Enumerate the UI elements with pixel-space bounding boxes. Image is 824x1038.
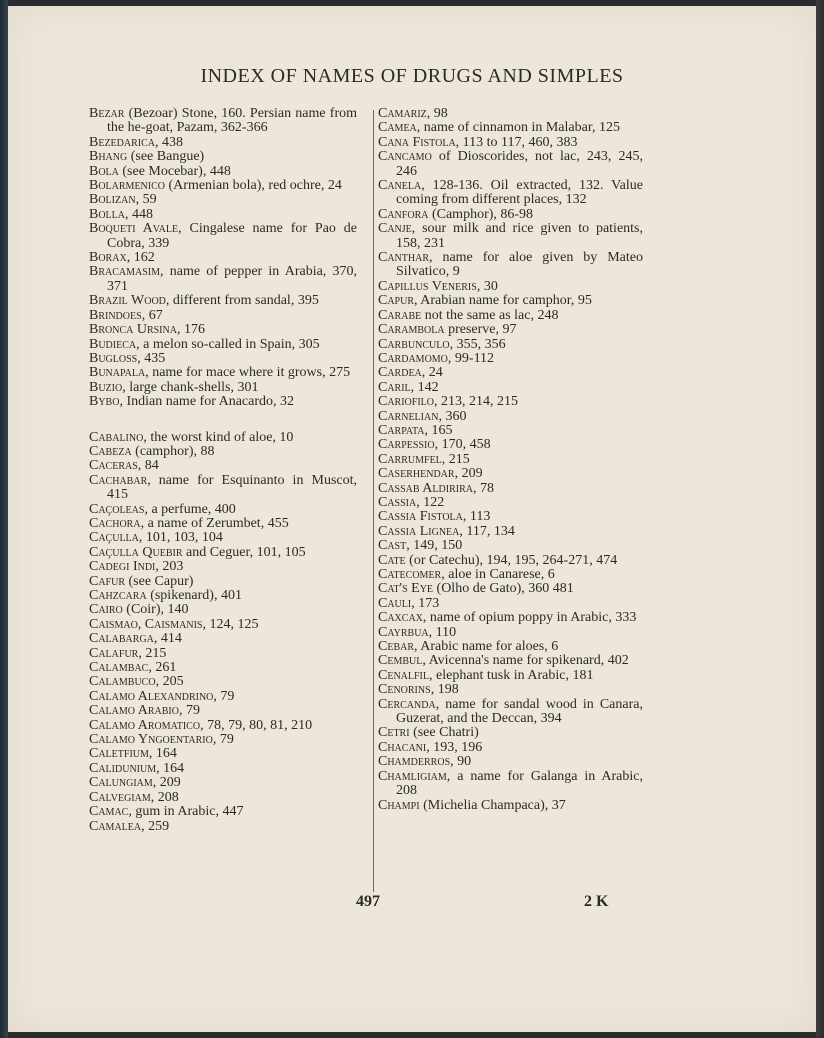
book-cover-edge (816, 0, 824, 1038)
index-entry-headword: Capur (378, 293, 415, 309)
index-entry (378, 424, 643, 438)
index-entry (89, 208, 357, 222)
index-entry-text: , Arabian name for camphor, 95 (414, 293, 592, 309)
index-entry-headword: Bezedarica (89, 134, 155, 150)
index-entry-headword: Caceras (89, 458, 138, 474)
index-entry-headword: Chamderros (378, 754, 451, 770)
index-entry (89, 690, 357, 704)
index-entry-text: , 113 to 117, 460, 383 (455, 134, 578, 150)
index-entry-headword: Cayrbua (378, 624, 429, 640)
index-entry-text: , Arabic name for aloes, 6 (414, 639, 559, 655)
index-entry (378, 597, 643, 611)
index-entry-headword: Carbunculo (378, 336, 450, 352)
index-entry-text: , 79 (213, 688, 235, 704)
index-entry (378, 338, 643, 352)
index-entry-headword: Cat's Eye (378, 581, 434, 597)
index-entry-headword: Cassia Lignea (378, 523, 460, 539)
index-entry (89, 589, 357, 603)
index-entry-text: (see Bangue) (127, 149, 205, 165)
index-entry-headword: Cafur (89, 573, 126, 589)
book-binding-edge (0, 0, 8, 1038)
signature-mark: 2 K (584, 893, 609, 910)
index-entry (378, 179, 643, 208)
index-entry (89, 560, 357, 574)
index-entry-text: , 209 (454, 466, 483, 482)
index-entry-text: (Olho de Gato), 360 481 (433, 581, 574, 597)
index-entry-text: , 78, 79, 80, 81, 210 (200, 717, 313, 733)
index-entry-text: , 209 (152, 775, 181, 791)
index-entry-headword: Canela (378, 178, 422, 194)
index-entry-text: (Camphor), 86-98 (428, 206, 534, 222)
index-entry (378, 467, 643, 481)
index-entry-headword: Cariofilo (378, 394, 435, 410)
index-entry (378, 251, 643, 280)
index-entry-headword: Brindoes (89, 307, 142, 323)
index-entry (378, 654, 643, 668)
index-entry-headword: Bronca Ursina (89, 322, 177, 338)
index-column-right (378, 107, 643, 813)
book-page (8, 6, 816, 1032)
index-entry-text: (camphor), 88 (131, 443, 215, 459)
index-entry-text: , 215 (138, 645, 167, 661)
index-entry (89, 294, 357, 308)
index-entry-text: , 208 (150, 789, 179, 805)
index-column-left (89, 107, 357, 834)
index-entry (89, 675, 357, 689)
index-entry-headword: Cabalino (89, 429, 144, 445)
index-entry (378, 280, 643, 294)
index-entry (378, 755, 643, 769)
index-entry (89, 776, 357, 790)
index-entry-headword: Bolarmenico (89, 178, 166, 194)
index-entry-text: , 170, 458 (434, 437, 491, 453)
index-entry (378, 640, 643, 654)
index-entry (378, 121, 643, 135)
index-entry (89, 459, 357, 473)
index-entry (378, 554, 643, 568)
index-entry-text: not the same as lac, 248 (421, 307, 559, 323)
index-entry-text: (Armenian bola), red ochre, 24 (165, 178, 342, 194)
index-entry-text: , 355, 356 (449, 336, 506, 352)
index-entry-text: , 149, 150 (406, 538, 463, 554)
index-entry-headword: Caxcax (378, 610, 423, 626)
index-entry-headword: Cadegi Indi (89, 559, 156, 575)
index-entry-text: (spikenard), 401 (146, 588, 242, 603)
index-entry (89, 381, 357, 395)
index-entry-headword: Canfora (378, 206, 429, 222)
index-entry (378, 381, 643, 395)
index-entry-headword: Cenalfil (378, 667, 429, 683)
index-entry (89, 632, 357, 646)
index-entry (378, 222, 643, 251)
index-entry-headword: Bybo (89, 394, 120, 410)
index-entry-text: , 213, 214, 215 (434, 394, 519, 410)
index-entry-headword: Budieca (89, 336, 137, 352)
index-entry (89, 323, 357, 337)
index-entry (378, 726, 643, 740)
index-entry-text: , a melon so-called in Spain, 305 (136, 336, 320, 352)
index-entry-text: , a perfume, 400 (144, 501, 236, 517)
index-entry-headword: Capillus Veneris (378, 278, 477, 294)
index-entry-text: , the worst kind of aloe, 10 (143, 429, 294, 445)
index-entry (378, 395, 643, 409)
index-entry-headword: Camea (378, 120, 417, 136)
index-entry (89, 704, 357, 718)
index-entry-headword: Brazil Wood (89, 293, 166, 309)
index-entry-headword: Calabarga (89, 631, 154, 647)
index-entry (89, 805, 357, 819)
index-entry-headword: Catecomer (378, 567, 442, 582)
index-entry-headword: Cardamomo (378, 350, 448, 366)
index-entry (89, 107, 357, 136)
index-entry-headword: Cassia Fistola (378, 509, 463, 525)
index-entry-text: , 438 (155, 134, 183, 150)
index-entry (378, 309, 643, 323)
index-entry-text: (see Chatri) (409, 725, 479, 741)
index-entry-text: , 173 (411, 595, 440, 611)
index-entry (378, 352, 643, 366)
index-entry-headword: Calamo Aromatico (89, 717, 201, 733)
index-entry-text: , name for Esquinanto in Muscot, 415 (107, 472, 357, 503)
index-entry-text: , 79 (178, 703, 200, 719)
index-entry (89, 309, 357, 323)
index-entry-text: , 98 (426, 106, 448, 121)
index-entry-text: , 78 (472, 480, 494, 496)
index-entry (89, 395, 357, 409)
index-entry-text: , 164 (156, 760, 185, 776)
index-entry-headword: Cetri (378, 725, 410, 741)
index-entry-text: , name of pepper in Arabia, 370, 371 (107, 264, 357, 294)
index-entry-text: (or Catechu), 194, 195, 264-271, 474 (405, 552, 618, 568)
index-entry (378, 741, 643, 755)
index-entry-headword: Caçulla Quebir (89, 544, 183, 560)
index-entry (378, 294, 643, 308)
index-entry-text: , 99-112 (447, 350, 495, 366)
index-entry-text: , elephant tusk in Arabic, 181 (429, 667, 594, 683)
index-entry (378, 150, 643, 179)
index-entry-text: , Avicenna's name for spikenard, 402 (422, 653, 629, 669)
column-divider (373, 110, 374, 892)
index-entry-text: , 203 (155, 559, 184, 575)
index-entry-text: , 164 (148, 746, 177, 762)
index-entry-headword: Carpessio (378, 437, 435, 453)
index-entry-headword: Cercanda (378, 696, 436, 712)
index-entry (89, 431, 357, 445)
index-entry-headword: Calamo Arabio (89, 703, 179, 719)
index-entry-text: (Bezoar) Stone, 160. Persian name from the he-goat, Pazam, 362-366 (107, 106, 357, 136)
index-entry-headword: Bola (89, 163, 119, 179)
index-entry-headword: Caril (378, 379, 411, 395)
index-entry-text: , 122 (416, 494, 445, 510)
index-entry-headword: Chacani (378, 739, 427, 755)
index-entry-headword: Calamo Alexandrino (89, 688, 214, 704)
index-entry (89, 618, 357, 632)
index-entry-headword: Cate (378, 552, 406, 568)
index-entry (378, 410, 643, 424)
page-title: INDEX OF NAMES OF DRUGS AND SIMPLES (200, 65, 624, 87)
index-entry-text: , sour milk and rice given to patients, 158, 231 (396, 221, 643, 251)
index-entry (89, 445, 357, 459)
index-entry (378, 683, 643, 697)
index-entry-headword: Cana Fistola (378, 134, 456, 150)
index-entry (89, 791, 357, 805)
index-entry-text: , name of cinnamon in Malabar, 125 (416, 120, 620, 136)
index-entry-text: (see Mocebar), 448 (118, 163, 231, 179)
index-entry-headword: Caismao, Caismanis (89, 616, 203, 632)
index-entry-headword: Cassia (378, 494, 417, 510)
index-entry-text: (Michelia Champaca), 37 (419, 797, 566, 813)
index-entry (89, 503, 357, 517)
index-entry (378, 539, 643, 553)
index-entry-headword: Cachora (89, 515, 141, 531)
index-entry-headword: Cahzcara (89, 588, 147, 603)
index-entry-headword: Carambola (378, 322, 445, 338)
index-entry (89, 179, 357, 193)
index-entry-text: , name for sandal wood in Canara, Guzerat, and the Deccan, 394 (396, 696, 643, 727)
index-entry (378, 698, 643, 727)
index-entry-text: , 162 (126, 250, 155, 266)
index-entry-text: , 165 (424, 422, 453, 438)
index-entry (378, 482, 643, 496)
index-entry-text: , 90 (450, 754, 472, 770)
page-number: 497 (356, 893, 380, 910)
index-entry (378, 453, 643, 467)
index-entry-headword: Caçulla (89, 530, 139, 546)
index-entry-text: , 448 (125, 206, 153, 222)
index-entry-headword: Calambuco (89, 674, 156, 690)
index-entry-text: (Coir), 140 (122, 602, 189, 618)
index-entry-text: , Cingalese name for Pao de Cobra, 339 (107, 221, 357, 251)
index-entry-text: , 193, 196 (426, 739, 483, 755)
index-entry-text: , a name for Galanga in Arabic, 208 (396, 768, 643, 799)
index-entry-text: , 24 (421, 365, 443, 381)
index-entry-headword: Cenorins (378, 682, 431, 698)
index-entry (89, 747, 357, 761)
index-entry (89, 193, 357, 207)
index-entry-text: , name for aloe given by Mateo Silvatico, 9 (396, 250, 643, 280)
index-entry-headword: Cassab Aldirira (378, 480, 473, 496)
index-entry (89, 150, 357, 164)
index-entry-text: , 142 (410, 379, 439, 395)
index-entry-text: , 101, 103, 104 (138, 530, 223, 546)
index-entry (89, 733, 357, 747)
index-entry-text: , a name of Zerumbet, 455 (140, 515, 289, 531)
index-entry-text: , 117, 134 (459, 523, 515, 539)
index-entry (378, 582, 643, 596)
index-entry (378, 568, 643, 582)
index-entry-text: of Dioscorides, not lac, 243, 245, 246 (396, 149, 643, 179)
index-entry (89, 165, 357, 179)
index-entry-text: , 128-136. Oil extracted, 132. Value coming from different places, 132 (396, 178, 643, 208)
index-entry-text: , 205 (155, 674, 184, 690)
index-entry-headword: Camariz (378, 106, 427, 121)
index-entry-headword: Calamo Yngoentario (89, 732, 213, 748)
index-entry-text: preserve, 97 (444, 322, 517, 338)
index-entry-text: , name of opium poppy in Arabic, 333 (422, 610, 637, 626)
index-entry-headword: Carpata (378, 422, 425, 438)
index-entry-headword: Borax (89, 250, 127, 266)
index-entry (89, 338, 357, 352)
index-entry (89, 575, 357, 589)
index-entry (89, 136, 357, 150)
index-entry (378, 669, 643, 683)
index-entry-text: , 84 (137, 458, 159, 474)
index-entry-headword: Calambac (89, 660, 149, 676)
index-entry-headword: Cachabar (89, 472, 148, 488)
index-entry-headword: Carrumfel (378, 451, 442, 467)
index-entry (378, 525, 643, 539)
index-entry (89, 603, 357, 617)
index-entry (378, 626, 643, 640)
index-entry (89, 265, 357, 294)
index-entry-headword: Buzio (89, 379, 123, 395)
index-entry-text: , 30 (476, 278, 498, 294)
index-entry-text: , aloe in Canarese, 6 (441, 567, 555, 582)
index-entry (89, 517, 357, 531)
index-entry-headword: Cabeza (89, 443, 132, 459)
index-entry (89, 546, 357, 560)
index-entry (378, 136, 643, 150)
index-entry-headword: Cancamo (378, 149, 432, 165)
index-entry-text: , 198 (430, 682, 459, 698)
index-entry-headword: Caçoleas (89, 501, 145, 517)
index-entry-headword: Boqueti Avale (89, 221, 179, 237)
index-entry-text: , 79 (212, 732, 234, 748)
index-entry-text: (see Capur) (125, 573, 194, 589)
index-entry (378, 323, 643, 337)
index-entry-headword: Bracamasim (89, 264, 161, 280)
index-entry (378, 611, 643, 625)
index-entry (378, 208, 643, 222)
index-entry (378, 799, 643, 813)
index-entry-headword: Caserhendar (378, 466, 455, 482)
index-entry-headword: Camalea (89, 818, 142, 834)
index-entry (89, 352, 357, 366)
index-entry (378, 438, 643, 452)
index-entry-headword: Cardea (378, 365, 422, 381)
index-entry-text: and Ceguer, 101, 105 (182, 544, 306, 560)
index-entry-headword: Cauli (378, 595, 412, 611)
index-entry (89, 366, 357, 380)
index-entry-text: , gum in Arabic, 447 (128, 804, 244, 820)
index-entry-headword: Carnelian (378, 408, 439, 424)
index-entry-headword: Bolizan (89, 192, 136, 208)
index-entry-text: , 414 (153, 631, 182, 647)
index-entry-text: , name for mace where it grows, 275 (145, 365, 351, 381)
index-entry-text: , 113 (462, 509, 491, 525)
index-entry (89, 222, 357, 251)
index-entry-headword: Cairo (89, 602, 123, 618)
index-entry-text: , 176 (176, 322, 205, 338)
index-entry-headword: Canje (378, 221, 412, 237)
index-entry-text: , 59 (135, 192, 157, 208)
index-entry-text: , 360 (438, 408, 467, 424)
index-entry-headword: Canthar (378, 250, 430, 266)
index-entry (89, 820, 357, 834)
index-entry (378, 770, 643, 799)
index-entry (378, 496, 643, 510)
index-entry-text: , 67 (141, 307, 163, 323)
index-entry-headword: Cebar (378, 639, 415, 655)
index-entry (89, 531, 357, 545)
index-entry (89, 251, 357, 265)
index-entry-headword: Champi (378, 797, 420, 813)
index-entry-headword: Calidunium (89, 760, 157, 776)
index-entry-headword: Bugloss (89, 350, 138, 366)
index-entry-text: , 124, 125 (202, 616, 259, 632)
index-entry (89, 661, 357, 675)
index-entry-text: , different from sandal, 395 (165, 293, 319, 309)
index-entry-headword: Cast (378, 538, 407, 554)
index-entry-headword: Bolla (89, 206, 125, 222)
index-entry-headword: Chamligiam (378, 768, 447, 784)
index-entry (89, 762, 357, 776)
index-entry-headword: Cembul (378, 653, 423, 669)
index-entry-headword: Caletfium (89, 746, 149, 762)
index-entry-headword: Calvegiam (89, 789, 151, 805)
index-entry-headword: Calungiam (89, 775, 153, 791)
index-entry (378, 366, 643, 380)
index-entry-headword: Bunapala (89, 365, 146, 381)
index-entry-text: , Indian name for Anacardo, 32 (119, 394, 295, 410)
index-entry-text: , 435 (137, 350, 166, 366)
index-entry-text: , 259 (141, 818, 170, 834)
index-entry (378, 510, 643, 524)
index-entry-headword: Bhang (89, 149, 128, 165)
index-entry (89, 647, 357, 661)
index-entry-text: , 261 (148, 660, 177, 676)
index-entry-text: , 110 (428, 624, 457, 640)
index-entry-headword: Calafur (89, 645, 139, 661)
index-entry-headword: Camac (89, 804, 129, 820)
index-entry-headword: Bezar (89, 106, 125, 121)
index-entry (89, 719, 357, 733)
index-entry-headword: Carabe (378, 307, 422, 323)
index-entry-text: , large chank-shells, 301 (122, 379, 259, 395)
index-entry (378, 107, 643, 121)
index-entry-text: , 215 (441, 451, 470, 467)
index-entry (89, 474, 357, 503)
